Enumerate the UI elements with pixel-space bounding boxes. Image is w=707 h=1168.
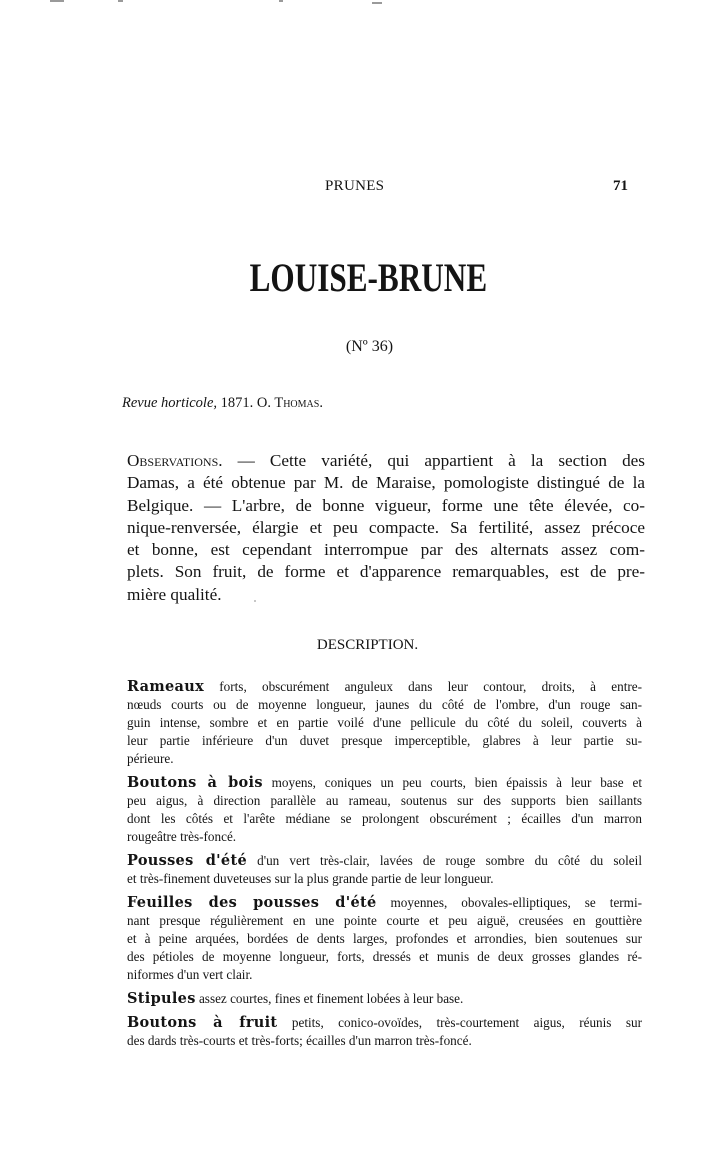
description-line: nant presque régulièrement en une pointe courte et peu aiguë, creusées en gouttière (127, 913, 642, 928)
description-text: d'un vert très-clair, lavées de rouge sombre du côté du soleil (246, 853, 642, 868)
description-text: moyennes, obovales-elliptiques, se termi- (376, 895, 643, 910)
variety-number: (Nº 36) (345, 338, 394, 355)
description-line: peu aigus, à direction parallèle au rameau, soutenus sur des supports bien saillants (127, 793, 642, 808)
description-line: et à peine arquées, bordées de dents larges, profondes et arrondies, bien soutenues sur (127, 931, 642, 946)
scan-speck (118, 0, 123, 2)
observations-line: nique-renversée, élargie et peu compacte. Sa fertilité, assez précoce (127, 517, 645, 537)
observations-line: et bonne, est cependant interrompue par des alternats assez com- (127, 540, 645, 560)
scan-artifacts (0, 0, 707, 20)
description-text: forts, obscurément anguleux dans leur contour, droits, à entre- (204, 679, 642, 694)
description-line: des pétioles de moyenne longueur, forts, dressés et munis de deux grosses glandes ré- (127, 949, 642, 964)
description-item (127, 990, 642, 1008)
description-line (127, 894, 642, 912)
description-heading: DESCRIPTION. (316, 637, 419, 653)
running-head (0, 178, 707, 200)
reference-author: O. Thomas. (256, 395, 323, 411)
description-line: niformes d'un vert clair. (127, 967, 253, 982)
description-text: assez courtes, fines et finement lobées à leur base. (195, 991, 464, 1006)
observations-line: mière qualité. (127, 584, 222, 604)
description-keyword: Boutons à bois (127, 774, 263, 791)
description-keyword: Rameaux (127, 678, 205, 695)
description-keyword: Pousses d'été (127, 852, 247, 869)
description-line (127, 774, 642, 792)
description-text: moyens, coniques un peu courts, bien épaissis à leur base et (262, 775, 642, 790)
description-keyword: Feuilles des pousses d'été (127, 894, 377, 911)
description-line: dont les côtés et l'arête médiane se prolongent obscurément ; écailles d'un marron (127, 811, 642, 826)
description-line: nœuds courts ou de moyenne longueur, jaunes du côté de l'ombre, d'un rouge san- (127, 697, 642, 712)
description-item (127, 894, 642, 984)
description-item (127, 852, 642, 888)
description-line (127, 678, 642, 696)
running-head-title: PRUNES (325, 178, 385, 194)
observations-paragraph (127, 450, 645, 606)
description-line: des dards très-courts et très-forts; écailles d'un marron très-foncé. (127, 1033, 472, 1048)
description-line: leur partie inférieure d'un duvet presque imperceptible, glabres à leur partie su- (127, 733, 642, 748)
description-line (127, 990, 642, 1008)
description-keyword: Boutons à fruit (127, 1014, 278, 1031)
observations-line: Observations. — Cette variété, qui appartient à la section des (127, 451, 645, 470)
reference-year: 1871. (217, 395, 257, 411)
description-list (127, 678, 642, 1056)
description-item (127, 678, 642, 768)
observations-line: Damas, a été obtenue par M. de Maraise, pomologiste distingué de la (127, 473, 645, 493)
scan-speck (50, 0, 64, 2)
scan-speck (279, 0, 283, 2)
observations-line: plets. Son fruit, de forme et d'apparence remarquables, est de pre- (127, 562, 645, 582)
scan-speck (254, 600, 256, 602)
description-item (127, 774, 642, 846)
page-title: LOUISE-BRUNE (249, 255, 488, 300)
description-line: et très-finement duveteuses sur la plus grande partie de leur longueur. (127, 871, 494, 886)
reference (122, 395, 323, 412)
reference-journal: Revue horticole, (122, 395, 218, 411)
description-line: guin intense, sombre et en partie voilé d'une pellicule du côté du soleil, couverts à (127, 715, 642, 730)
description-line: rougeâtre très-foncé. (127, 829, 237, 844)
description-item (127, 1014, 642, 1050)
description-line: périeure. (127, 751, 174, 766)
description-line (127, 852, 642, 870)
description-line (127, 1014, 642, 1032)
scan-speck (372, 2, 382, 4)
observations-lead: Observations. (127, 451, 223, 470)
page-number: 71 (613, 178, 628, 194)
description-text: petits, conico-ovoïdes, très-courtement aigus, réunis sur (277, 1015, 642, 1030)
observations-line: Belgique. — L'arbre, de bonne vigueur, forme une tête élevée, co- (127, 495, 645, 515)
description-keyword: Stipules (127, 990, 196, 1007)
